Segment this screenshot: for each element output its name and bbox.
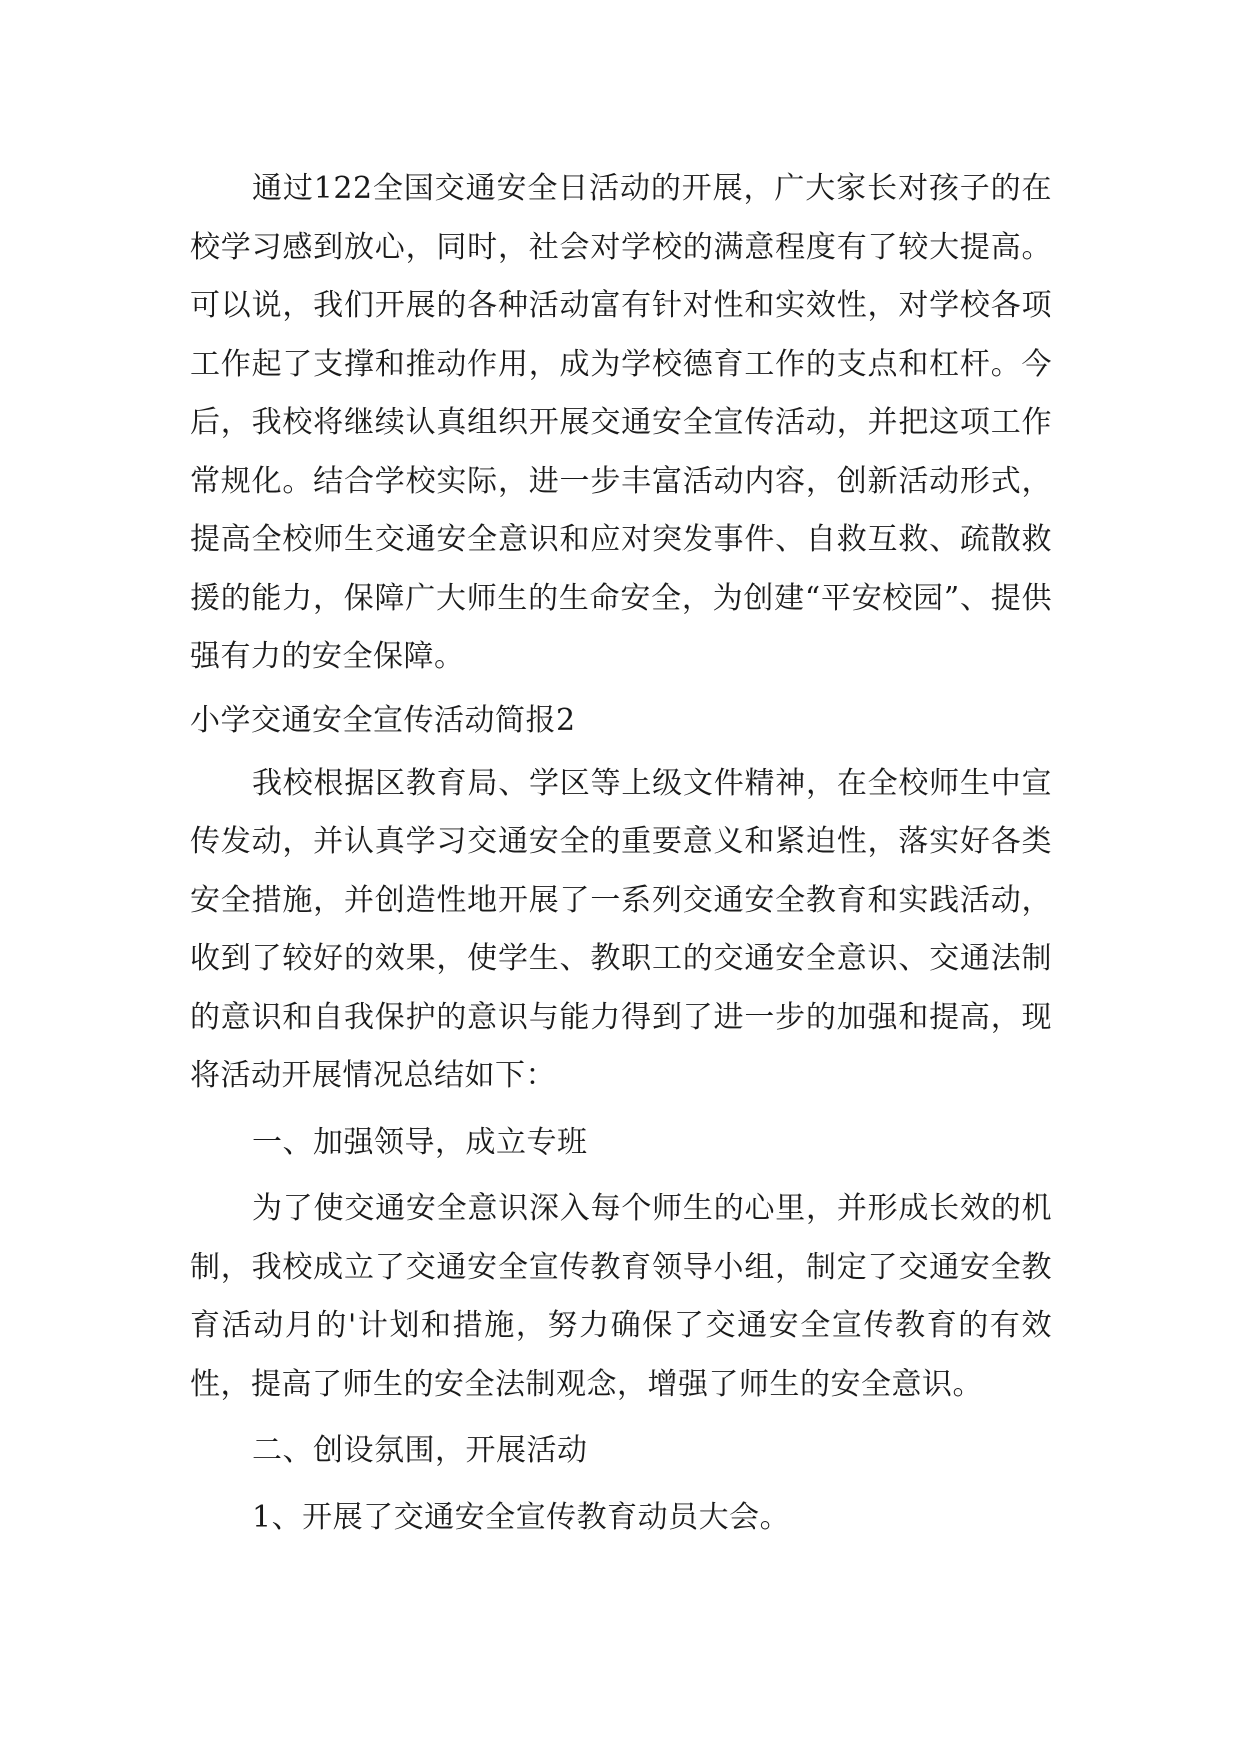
paragraph-summary: 我校根据区教育局、学区等上级文件精神，在全校师生中宣传发动，并认真学习交通安全的重要意义和紧迫性，落实好各类安全措施，并创造性地开展了一系列交通安全教育和实践活动，收到了较好的效果，使学生、教职工的交通安全意识、交通法制的意识和自我保护的意识与能力得到了进一步的加强和提高，现将活动开展情况总结如下： xyxy=(190,765,1052,1093)
paragraph-leadership: 为了使交通安全意识深入每个师生的心里，并形成长效的机制，我校成立了交通安全宣传教育领导小组，制定了交通安全教育活动月的'计划和措施，努力确保了交通安全宣传教育的有效性，提高了师生的安全法制观念，增强了师生的安全意识。 xyxy=(190,1191,1052,1402)
section-title-report-2: 小学交通安全宣传活动简报2 xyxy=(190,702,576,738)
subheading-atmosphere: 二、创设氛围，开展活动 xyxy=(252,1433,588,1468)
document-page xyxy=(190,160,1052,1547)
subheading-leadership: 一、加强领导，成立专班 xyxy=(252,1124,588,1160)
list-item-mobilization: 1、开展了交通安全宣传教育动员大会。 xyxy=(252,1499,791,1535)
paragraph-intro: 通过122全国交通安全日活动的开展，广大家长对孩子的在校学习感到放心，同时，社会对学校的满意程度有了较大提高。可以说，我们开展的各种活动富有针对性和实效性，对学校各项工作起了支撑和推动作用，成为学校德育工作的支点和杠杆。今后，我校将继续认真组织开展交通安全宣传活动，并把这项工作常规化。结合学校实际，进一步丰富活动内容，创新活动形式，提高全校师生交通安全意识和应对突发事件、自救互救、疏散救援的能力，保障广大师生的生命安全，为创建“平安校园”、提供强有力的安全保障。 xyxy=(190,171,1052,674)
